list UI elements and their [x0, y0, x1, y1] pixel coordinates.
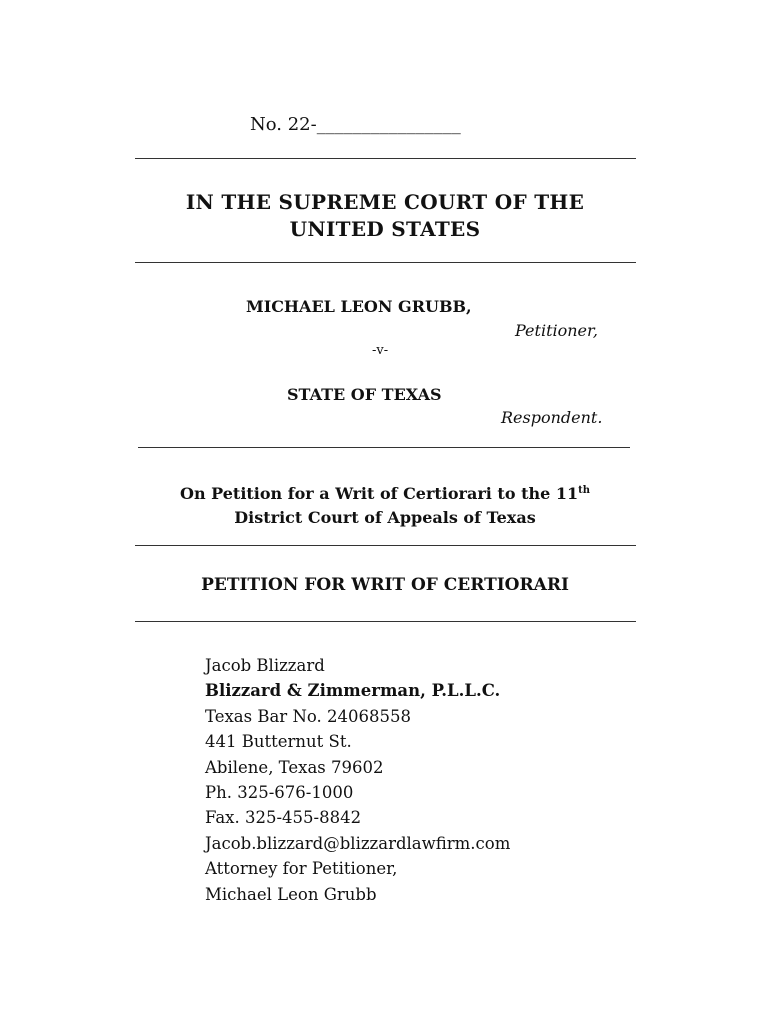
docket-number: No. 22-________________ [250, 114, 461, 135]
certiorari-heading [135, 479, 635, 530]
divider-rule [135, 158, 636, 159]
divider-rule [138, 447, 630, 448]
email-address: Jacob.blizzard@blizzardlawfirm.com [205, 833, 511, 853]
attorney-role: Attorney for Petitioner, [205, 859, 398, 879]
attorney-name: Jacob Blizzard [205, 656, 325, 675]
respondent-role: Respondent. [501, 408, 603, 427]
divider-rule [135, 545, 636, 546]
certiorari-line1-text: On Petition for a Writ of Certiorari to the 11 [180, 484, 579, 503]
ordinal-suffix: th [578, 485, 590, 496]
certiorari-line1 [135, 479, 635, 506]
fax-number: Fax. 325-455-8842 [205, 808, 362, 828]
versus-marker: -v- [372, 343, 389, 358]
petition-title: PETITION FOR WRIT OF CERTIORARI [201, 575, 569, 595]
divider-rule [135, 262, 636, 263]
street-address: 441 Butternut St. [205, 732, 352, 752]
attorney-block [205, 653, 510, 907]
certiorari-line2: District Court of Appeals of Texas [234, 508, 536, 527]
court-heading-line1: IN THE SUPREME COURT OF THE [185, 190, 585, 214]
divider-rule [135, 621, 636, 622]
respondent-name: STATE OF TEXAS [287, 385, 442, 404]
petitioner-name: MICHAEL LEON GRUBB, [246, 297, 472, 316]
petitioner-role: Petitioner, [515, 321, 598, 340]
city-state-zip: Abilene, Texas 79602 [205, 757, 384, 777]
client-name: Michael Leon Grubb [205, 884, 377, 904]
phone-number: Ph. 325-676-1000 [205, 783, 354, 803]
court-heading-line2: UNITED STATES [289, 217, 481, 241]
law-firm: Blizzard & Zimmerman, P.L.L.C. [205, 681, 501, 701]
court-heading [135, 189, 635, 243]
bar-number: Texas Bar No. 24068558 [205, 706, 411, 726]
